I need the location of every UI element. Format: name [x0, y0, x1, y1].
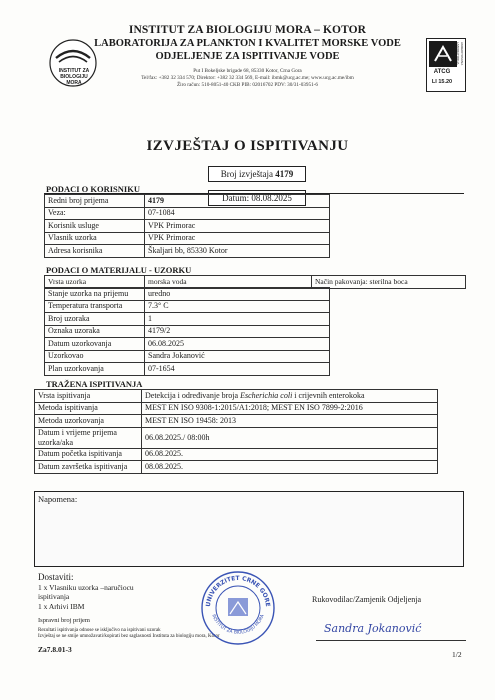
disclaimer-1: Rezultati ispitivanja odnose se isključivo na ispitivani uzorak: [38, 628, 161, 633]
table-row: Vlasnik uzorka VPK Primorac: [45, 232, 330, 245]
accreditation-logo-icon: ATCG LI 15.20 AKREDITOVANA LABORATORIJA: [426, 38, 466, 92]
table-row: Metoda ispitivanja MEST EN ISO 9308-1:2015/A1:2018; MEST EN ISO 7899-2:2016: [35, 402, 438, 415]
delivery-line-1: 1 x Vlasniku uzorka –naručiocu: [38, 583, 134, 592]
table-row: Redni broj prijema 4179: [45, 195, 330, 208]
table-row: Uzorkovao Sandra Jokanović: [45, 350, 330, 363]
bank-line: Žiro račun: 510-8051-40 CKB PIB: 02016702 PDV: 30/31-03951-6: [177, 82, 318, 88]
remarks-label: Napomena:: [38, 494, 78, 504]
institute-name: INSTITUT ZA BIOLOGIJU MORA – KOTOR: [128, 24, 367, 36]
table-row: Plan uzorkovanja 07-1654: [45, 363, 330, 376]
table-row: Vrsta ispitivanja Detekcija i određivanje broja Escherichia coli i crijevnih enterokoka: [35, 390, 438, 403]
signature: Sandra Jokanović: [324, 622, 422, 635]
table-row: Stanje uzorka na prijemu uredno: [45, 288, 330, 301]
material-data-table: [44, 287, 330, 376]
material-data-heading: PODACI O MATERIJALU - UZORKU: [46, 265, 192, 275]
table-row: Datum uzorkovanja 06.08.2025: [45, 338, 330, 351]
table-row: Datum početka ispitivanja 06.08.2025.: [35, 448, 438, 461]
table-row: Oznaka uzoraka 4179/2: [45, 325, 330, 338]
report-date-box: Datum: 08.08.2025: [208, 190, 306, 206]
table-row: Datum i vrijeme prijema uzorka/aka 06.08.2025./ 08:00h: [35, 427, 438, 448]
remarks-box: [34, 491, 464, 567]
table-row: Adresa korisnika Škaljari bb, 85330 Kotor: [45, 245, 330, 258]
tests-heading: TRAŽENA ISPITIVANJA: [46, 379, 143, 389]
delivery-heading: Dostaviti:: [38, 572, 74, 582]
table-row: Datum završetka ispitivanja 08.08.2025.: [35, 461, 438, 474]
correct-number-note: Ispravni broj prijem: [38, 617, 90, 624]
test-type-value: Detekcija i određivanje broja Escherichia coli i crijevnih enterokoka: [142, 390, 438, 403]
signature-line: [316, 640, 466, 641]
page-number: 1/2: [452, 650, 462, 659]
department-name: ODJELJENJE ZA ISPITIVANJE VODE: [155, 51, 340, 62]
university-seal-icon: [200, 570, 276, 646]
delivery-line-1b: ispitivanja: [38, 592, 70, 601]
tests-table: [34, 389, 438, 474]
logo-left-text: INSTITUT ZA BIOLOGIJU MORA: [58, 68, 90, 86]
contact-line: Tel/fax: +382 32 334 570; Direktor: +382 32 334 569, E-mail: ibmk@ucg.ac.me; www.ucg.ac.me/ibm: [141, 75, 354, 81]
disclaimer-2: Izvještaj se ne smije umnožavati/kopirati bez saglasnosti Instituta za biologiju mora, Kotor: [38, 634, 220, 639]
svg-text:INSTITUT ZA BIOLOGIJU MORA: INSTITUT ZA BIOLOGIJU MORA: [210, 613, 266, 636]
user-data-heading: PODACI O KORISNIKU: [46, 184, 140, 194]
report-title: IZVJEŠTAJ O ISPITIVANJU: [146, 138, 349, 154]
table-row: Korisnik usluge VPK Primorac: [45, 220, 330, 233]
table-row: Temperatura transporta 7.3° C: [45, 300, 330, 313]
user-data-table: [44, 194, 330, 258]
table-row: Veza: 07-1084: [45, 207, 330, 220]
table-row: Broj uzoraka 1: [45, 313, 330, 326]
table-row: Metoda uzorkovanja MEST EN ISO 19458: 2013: [35, 415, 438, 428]
table-row: Vrsta uzorka morska voda Način pakovanja: sterilna boca: [45, 276, 466, 289]
form-code: Za7.8.01-3: [38, 645, 72, 654]
laboratory-name: LABORATORIJA ZA PLANKTON I KVALITET MORSKE VODE: [94, 38, 401, 49]
address-line: Put I Bokeljske brigade 68, 85330 Kotor, Crna Gora: [193, 68, 302, 74]
delivery-line-2: 1 x Arhivi IBM: [38, 602, 85, 611]
signatory-title: Rukovodilac/Zamjenik Odjeljenja: [312, 595, 422, 604]
report-number-box: Broj izvještaja 4179: [208, 166, 306, 182]
svg-text:UNIVERZITET CRNE GORE: UNIVERZITET CRNE GORE: [204, 574, 272, 608]
